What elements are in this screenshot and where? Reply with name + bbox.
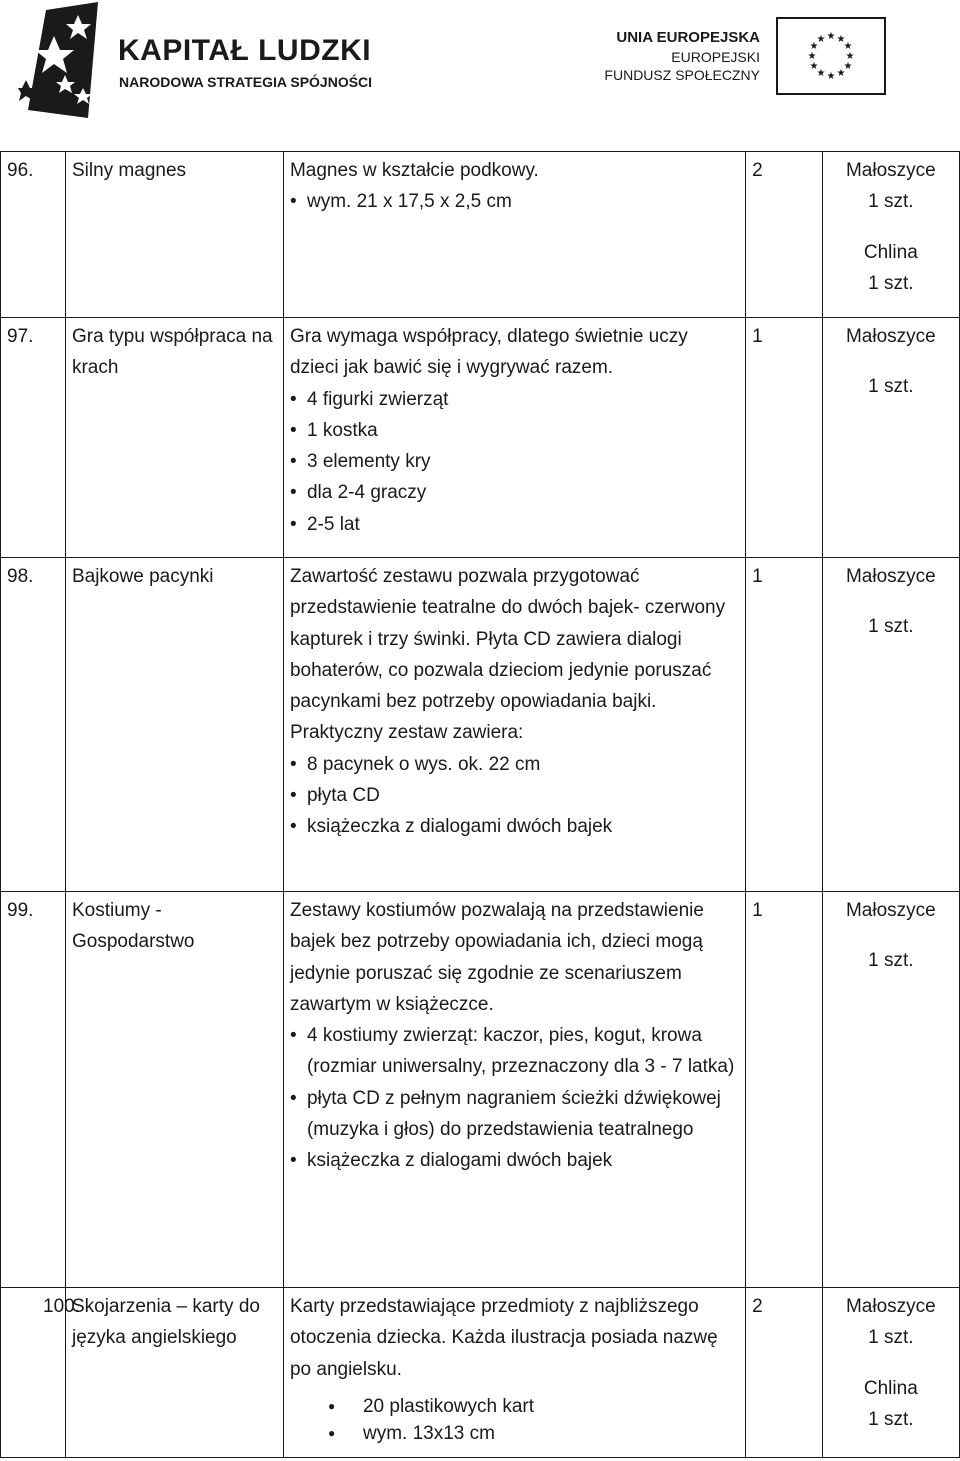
- location-name: Chlina: [863, 241, 918, 263]
- svg-text:★: ★: [807, 51, 817, 62]
- bullet-item: • 8 pacynek o wys. ok. 22 cm: [290, 749, 739, 780]
- bullet-item: • wym. 21 x 17,5 x 2,5 cm: [290, 186, 739, 217]
- logo-title: KAPITAŁ LUDZKI: [118, 34, 372, 67]
- item-description: [283, 152, 745, 318]
- table-row: [1, 318, 960, 558]
- item-locations: [822, 558, 959, 892]
- bullet-item: • 4 kostiumy zwierząt: kaczor, pies, kogut, krowa (rozmiar uniwersalny, przeznaczony dla 3 - 7 latka): [290, 1020, 739, 1083]
- location-qty: 1 szt.: [868, 376, 914, 398]
- row-number: 97.: [1, 318, 66, 558]
- row-number: 98.: [1, 558, 66, 892]
- eu-logo-text: [600, 28, 760, 84]
- item-name: Silny magnes: [65, 152, 283, 318]
- location-name: Chlina: [863, 1377, 918, 1399]
- item-name: Bajkowe pacynki: [65, 558, 283, 892]
- location-qty: 1 szt.: [868, 616, 914, 638]
- description-text: Zawartość zestawu pozwala przygotować przedstawienie teatralne do dwóch bajek- czerwony kapturek i trzy świnki. Płyta CD zawiera dialogi bohaterów, co pozwala dzieciom jedynie poruszać pacynkami bez potrzeby opowiadania bajki. Praktyczny zestaw zawiera:: [289, 566, 726, 744]
- location-name: Małoszyce: [845, 160, 936, 181]
- location-name: Małoszyce: [845, 900, 936, 921]
- bullet-item: • dla 2-4 graczy: [290, 477, 739, 508]
- svg-text:★: ★: [843, 41, 853, 52]
- kapital-ludzki-logo: [18, 2, 122, 118]
- description-text: Karty przedstawiające przedmioty z najbliższego otoczenia dziecka. Każda ilustracja posiada nazwę po angielsku.: [289, 1296, 718, 1380]
- eu-line-2: FUNDUSZ SPOŁECZNY: [604, 67, 760, 83]
- item-locations: [822, 152, 959, 318]
- bullet-item: • płyta CD z pełnym nagraniem ścieżki dźwiękowej (muzyka i głos) do przedstawienia teatralnego: [290, 1083, 739, 1146]
- item-quantity: 2: [746, 1288, 823, 1458]
- logo-subtitle: NARODOWA STRATEGIA SPÓJNOŚCI: [119, 74, 373, 90]
- svg-text:★: ★: [843, 61, 853, 72]
- bullet-item: • 1 kostka: [290, 415, 739, 446]
- eu-line-1: EUROPEJSKI: [671, 49, 760, 65]
- description-text: Magnes w kształcie podkowy.: [289, 160, 539, 181]
- svg-text:★: ★: [845, 51, 855, 62]
- svg-text:★: ★: [809, 41, 819, 52]
- page-header: [0, 0, 960, 140]
- location-qty: 1 szt.: [868, 191, 914, 213]
- row-number: 99.: [1, 892, 66, 1288]
- eu-flag-icon: [776, 17, 886, 95]
- bullet-item: • książeczka z dialogami dwóch bajek: [290, 811, 739, 842]
- location-qty: 1 szt.: [868, 272, 914, 294]
- item-description: [283, 1288, 745, 1458]
- item-quantity: 1: [746, 892, 823, 1288]
- item-description: [283, 558, 745, 892]
- bullet-item: • książeczka z dialogami dwóch bajek: [290, 1145, 739, 1176]
- table-row: [1, 558, 960, 892]
- location-name: Małoszyce: [845, 326, 936, 347]
- description-text: Zestawy kostiumów pozwalają na przedstawienie bajek bez potrzeby opowiadania ich, dzieci mogą jedynie poruszać się zgodnie ze scenariuszem zawartym w książeczce.: [289, 900, 704, 1015]
- bullet-item: ● 20 plastikowych kart: [290, 1393, 739, 1420]
- eu-title: UNIA EUROPEJSKA: [616, 29, 760, 46]
- location-name: Małoszyce: [845, 566, 936, 587]
- location-qty: 1 szt.: [868, 950, 914, 972]
- item-locations: [822, 318, 959, 558]
- bullet-item: • 3 elementy kry: [290, 446, 739, 477]
- location-name: Małoszyce: [845, 1296, 936, 1317]
- row-number: 96.: [1, 152, 66, 318]
- item-description: [283, 892, 745, 1288]
- item-name: Kostiumy - Gospodarstwo: [65, 892, 283, 1288]
- item-locations: [822, 1288, 959, 1458]
- description-text: Gra wymaga współpracy, dlatego świetnie uczy dzieci jak bawić się i wygrywać razem.: [289, 326, 688, 379]
- item-name: Gra typu współpraca na krach: [65, 318, 283, 558]
- item-locations: [822, 892, 959, 1288]
- equipment-table: [0, 151, 960, 1458]
- location-qty: 1 szt.: [868, 1327, 914, 1349]
- location-qty: 1 szt.: [868, 1408, 914, 1430]
- bullet-item: • 4 figurki zwierząt: [290, 384, 739, 415]
- table-row: [1, 152, 960, 318]
- svg-text:★: ★: [816, 34, 826, 45]
- item-quantity: 1: [746, 558, 823, 892]
- svg-text:★: ★: [826, 31, 836, 42]
- svg-text:★: ★: [826, 71, 836, 82]
- item-quantity: 1: [746, 318, 823, 558]
- bullet-item: ● wym. 13x13 cm: [290, 1420, 739, 1447]
- svg-text:★: ★: [836, 68, 846, 79]
- svg-text:★: ★: [809, 61, 819, 72]
- svg-text:★: ★: [816, 68, 826, 79]
- row-number: 100.: [1, 1288, 66, 1458]
- bullet-item: • 2-5 lat: [290, 509, 739, 540]
- table-row: [1, 1288, 960, 1458]
- item-name: Skojarzenia – karty do języka angielskiego: [65, 1288, 283, 1458]
- item-quantity: 2: [746, 152, 823, 318]
- svg-text:★: ★: [836, 34, 846, 45]
- table-row: [1, 892, 960, 1288]
- item-description: [283, 318, 745, 558]
- bullet-item: • płyta CD: [290, 780, 739, 811]
